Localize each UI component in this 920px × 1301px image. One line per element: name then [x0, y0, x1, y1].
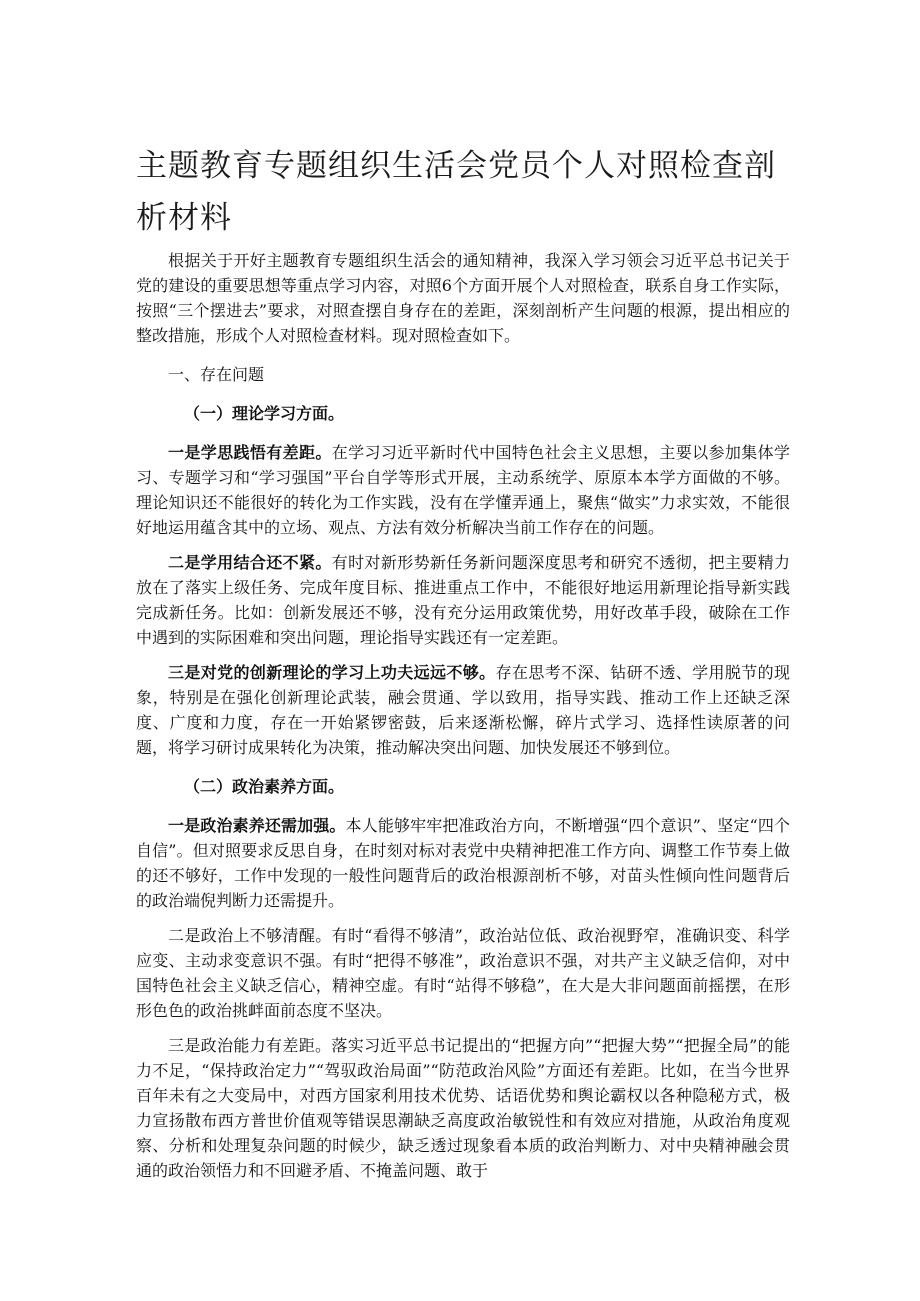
- subsection-heading-theory: （一）理论学习方面。: [184, 404, 345, 423]
- paragraph-text: 在学习习近平新时代中国特色社会主义思想，主要以参加集体学习、专题学习和“学习强国”平台自学等形式开展，主动系统学、原原本本学方面做的不够。理论知识还不能很好的转化为工作实践，没有在学懂弄通上，聚焦“做实”力求实效，不能很好地运用蕴含其中的立场、观点、方法有效分析解决当前工作存在的问题。: [136, 443, 790, 537]
- paragraph-politics-2: [136, 923, 790, 1023]
- paragraph-lead: 三是政治能力有差距。: [168, 1036, 332, 1055]
- document-title: 主题教育专题组织生活会党员个人对照检查剖析材料: [136, 148, 776, 236]
- paragraph-lead: 三是对党的创新理论的学习上功夫远远不够。: [168, 663, 496, 682]
- paragraph-politics-1: [136, 813, 790, 913]
- paragraph-politics-3: [136, 1033, 790, 1183]
- section-heading-problems: 一、存在问题: [168, 365, 265, 384]
- intro-paragraph: 根据关于开好主题教育专题组织生活会的通知精神，我深入学习领会习近平总书记关于党的建设的重要思想等重点学习内容，对照6个方面开展个人对照检查，联系自身工作实际，按照“三个摆进去”要求，对照查摆自身存在的差距，深刻剖析产生问题的根源，提出相应的整改措施，形成个人对照检查材料。现对照检查如下。: [136, 251, 790, 345]
- paragraph-text: 本人能够牢牢把准政治方向，不断增强“四个意识”、坚定“四个自信”。但对照要求反思自身，在时刻对标对表党中央精神把准工作方向、调整工作节奏上做的还不够好，工作中发现的一般性问题背后的政治根源剖析不够，对苗头性倾向性问题背后的政治端倪判断力还需提升。: [136, 816, 790, 910]
- paragraph-text: 有时“看得不够清”，政治站位低、政治视野窄，准确识变、科学应变、主动求变意识不强。有时“把得不够准”，政治意识不强，对共产主义缺乏信仰，对中国特色社会主义缺乏信心，精神空虚。有时“站得不够稳”，在大是大非问题面前摇摆，在形形色色的政治挑衅面前态度不坚决。: [136, 926, 790, 1020]
- paragraph-lead: 一是学思践悟有差距。: [168, 443, 332, 462]
- subsection-heading-politics: （二）政治素养方面。: [184, 777, 345, 796]
- paragraph-lead: 二是政治上不够清醒。: [168, 926, 332, 945]
- paragraph-theory-3: [136, 660, 790, 760]
- paragraph-theory-1: [136, 440, 790, 540]
- paragraph-theory-2: [136, 550, 790, 650]
- paragraph-lead: 一是政治素养还需加强。: [168, 816, 346, 835]
- paragraph-text: 存在思考不深、钻研不透、学用脱节的现象，特别是在强化创新理论武装，融会贯通、学以致用，指导实践、推动工作上还缺乏深度、广度和力度，存在一开始紧锣密鼓，后来逐渐松懈，碎片式学习、选择性读原著的问题，将学习研讨成果转化为决策，推动解决突出问题、加快发展还不够到位。: [136, 663, 790, 757]
- document-body: [136, 248, 790, 1193]
- paragraph-lead: 二是学用结合还不紧。: [168, 553, 332, 572]
- paragraph-text: 有时对新形势新任务新问题深度思考和研究不透彻，把主要精力放在了落实上级任务、完成年度目标、推进重点工作中，不能很好地运用新理论指导新实践完成新任务。比如：创新发展还不够，没有充分运用政策优势，用好改革手段，破除在工作中遇到的实际困难和突出问题，理论指导实践还有一定差距。: [136, 553, 790, 647]
- paragraph-text: 落实习近平总书记提出的“把握方向”“把握大势”“把握全局”的能力不足，“保持政治定力”“驾驭政治局面”“防范政治风险”方面还有差距。比如，在当今世界百年未有之大变局中，对西方国家利用技术优势、话语优势和舆论霸权以各种隐秘方式，极力宣扬散布西方普世价值观等错误思潮缺乏高度政治敏锐性和有效应对措施，从政治角度观察、分析和处理复杂问题的时候少，缺乏透过现象看本质的政治判断力、对中央精神融会贯通的政治领悟力和不回避矛盾、不掩盖问题、敢于: [136, 1036, 790, 1180]
